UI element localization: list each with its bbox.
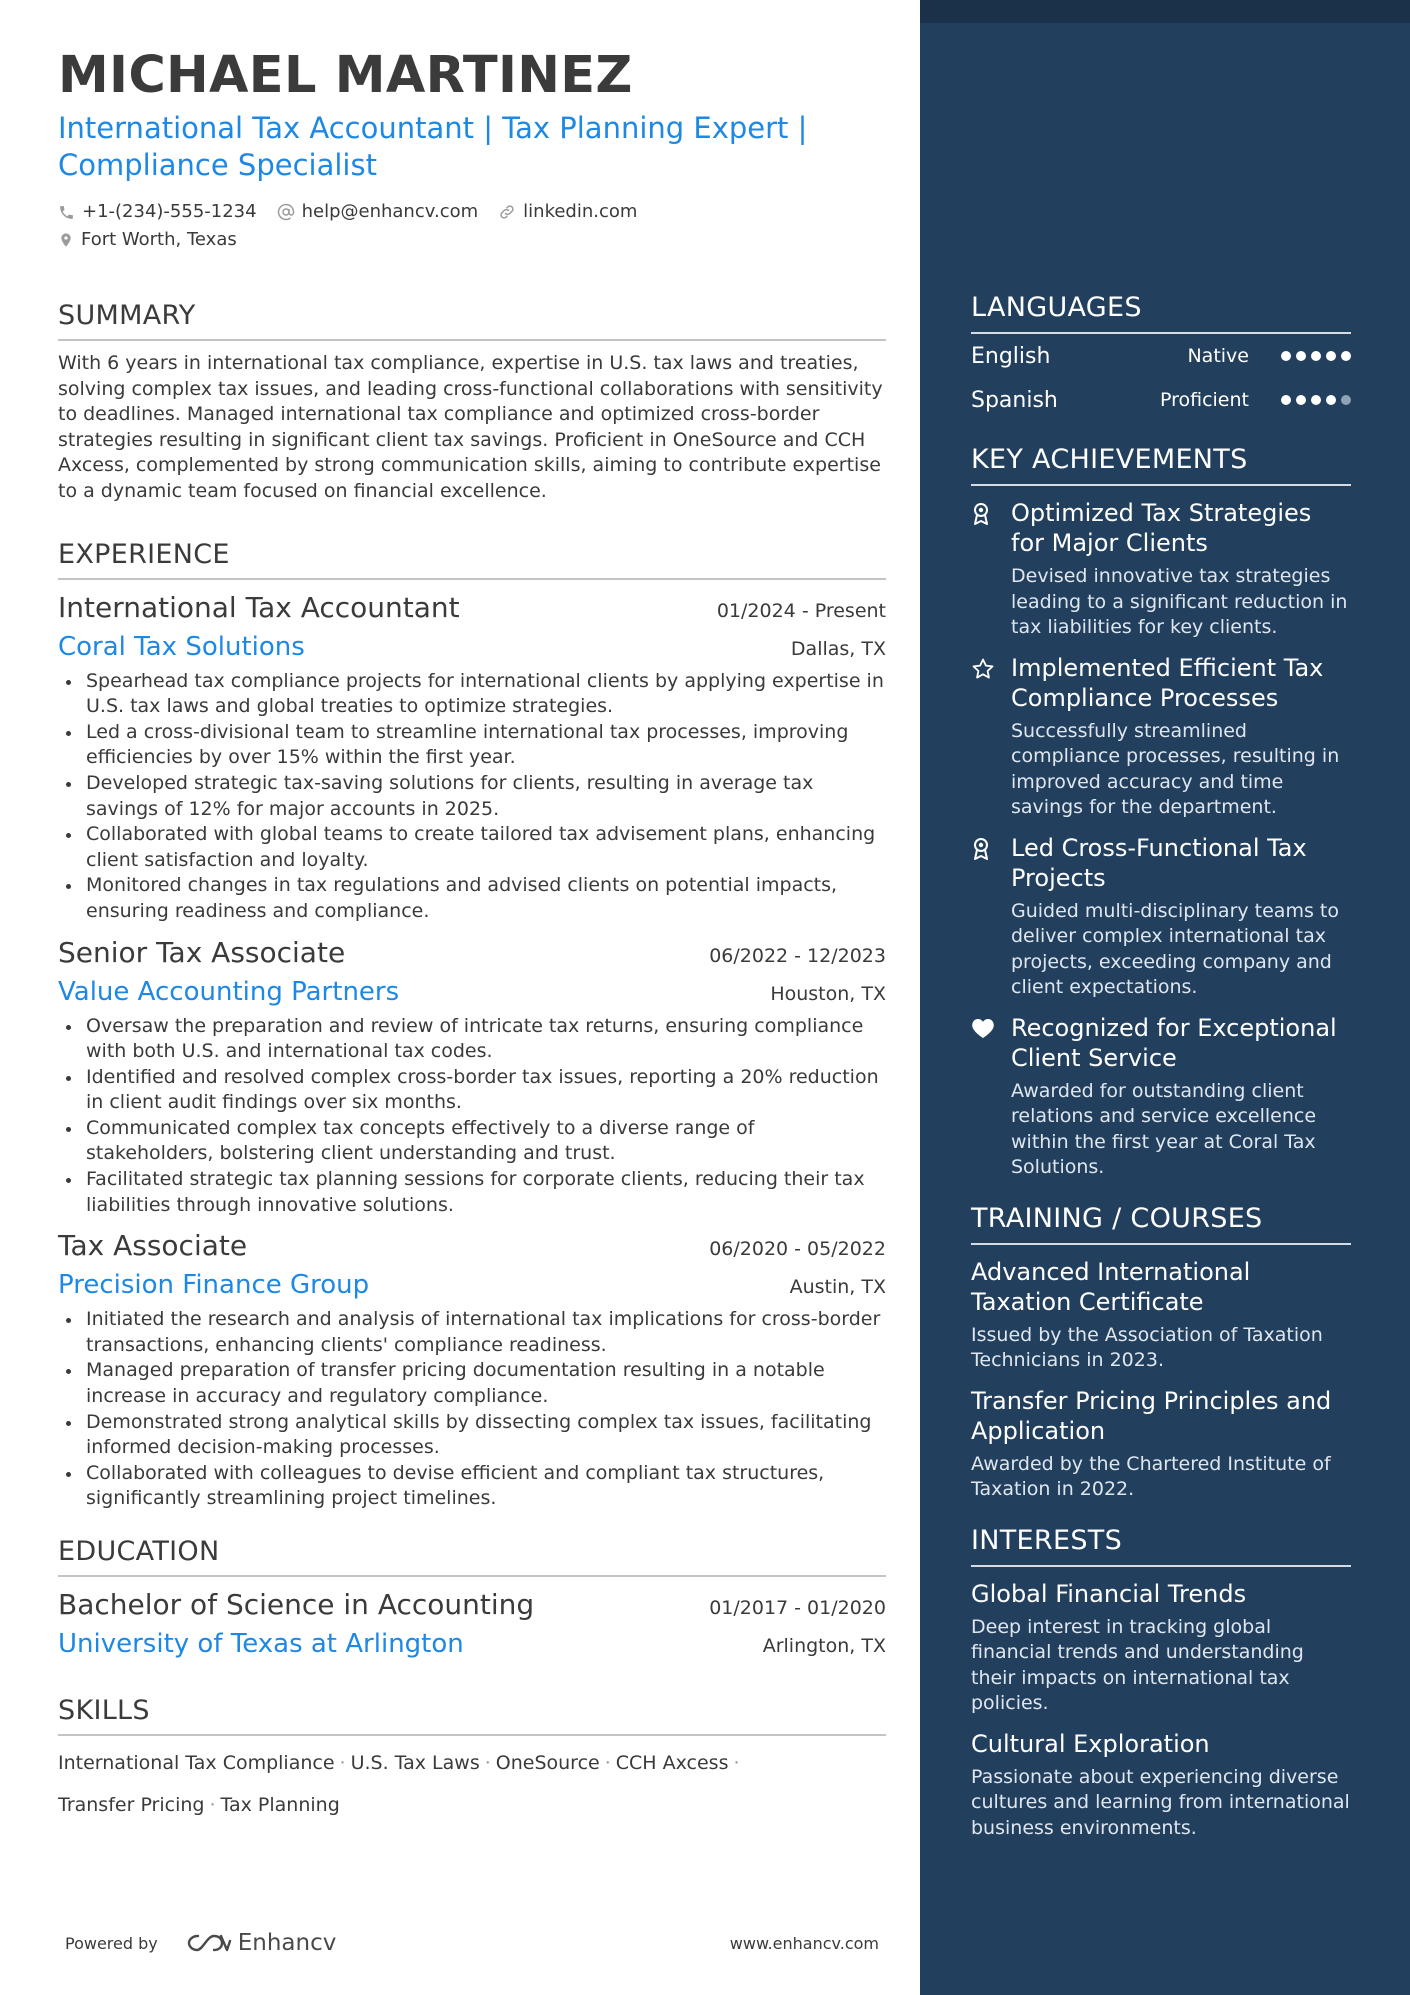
skill-item: International Tax Compliance xyxy=(58,1752,335,1774)
interest-title: Cultural Exploration xyxy=(971,1729,1210,1758)
school-location: Arlington, TX xyxy=(762,1635,886,1657)
sidebar-content xyxy=(971,292,1351,1841)
language-level: Native xyxy=(1187,345,1249,367)
company-name: Precision Finance Group xyxy=(58,1270,370,1301)
achievement-title: Optimized Tax Strategies for Major Clients xyxy=(1011,499,1312,557)
phone-text: +1-(234)-555-1234 xyxy=(82,201,257,222)
summary-heading: SUMMARY xyxy=(58,300,886,341)
skills-section xyxy=(58,1695,886,1826)
achievements-section xyxy=(971,444,1351,1181)
interest-desc: Deep interest in tracking global financial trends and understanding their impacts on international tax policies. xyxy=(971,1615,1304,1714)
brand-name: Enhancv xyxy=(237,1930,337,1956)
email-contact[interactable] xyxy=(277,198,479,226)
job-title: International Tax Accountant xyxy=(58,590,460,624)
job-location: Dallas, TX xyxy=(790,637,886,660)
bullet-item: Spearhead tax compliance projects for international clients by applying expertise in U.S. tax laws and global treaties to optimize strategies. xyxy=(58,669,886,720)
language-item xyxy=(971,334,1351,378)
rating-dot-filled xyxy=(1281,351,1291,361)
rating-dot-filled xyxy=(1311,351,1321,361)
interests-heading: INTERESTS xyxy=(971,1525,1351,1567)
bullet-item: Initiated the research and analysis of international tax implications for cross-border transactions, enhancing clients' compliance readiness. xyxy=(58,1307,886,1358)
job-entry xyxy=(58,1226,886,1512)
job-title: Senior Tax Associate xyxy=(58,935,346,969)
job-bullets xyxy=(58,1307,886,1512)
skills-heading: SKILLS xyxy=(58,1695,886,1736)
achievement-desc: Guided multi-disciplinary teams to deliver complex international tax projects, exceeding company and client expectations. xyxy=(1011,899,1339,998)
skills-list: International Tax Compliance · U.S. Tax Laws · OneSource · CCH Axcess · Transfer Pricing · Tax Planning xyxy=(58,1752,740,1816)
achievement-item xyxy=(971,833,1351,1001)
language-name: English xyxy=(971,343,1051,369)
skill-item: Transfer Pricing xyxy=(58,1794,205,1816)
job-title: Tax Associate xyxy=(58,1229,248,1263)
location-contact xyxy=(58,226,237,254)
experience-heading: EXPERIENCE xyxy=(58,539,886,580)
rating-dot-filled xyxy=(1281,395,1291,405)
course-desc: Issued by the Association of Taxation Technicians in 2023. xyxy=(971,1323,1323,1371)
language-name: Spanish xyxy=(971,387,1058,413)
bullet-item: Developed strategic tax-saving solutions for clients, resulting in average tax savings of 12% for major accounts in 2025. xyxy=(58,771,886,822)
experience-section xyxy=(58,539,886,1512)
rating-dot-filled xyxy=(1326,395,1336,405)
linkedin-contact[interactable] xyxy=(498,198,637,226)
summary-text: With 6 years in international tax compliance, expertise in U.S. tax laws and treaties, solving complex tax issues, and leading cross-functional collaborations with sensitivity to deadlines. Managed international tax compliance and optimized cross-border strategies resulting in significant client tax savings. Proficient in OneSource and CCH Axcess, complemented by strong communication skills, aiming to contribute expertise to a dynamic team focused on financial excellence. xyxy=(58,352,883,502)
rating-dot-filled xyxy=(1296,351,1306,361)
rating-dot-filled xyxy=(1311,395,1321,405)
candidate-name: MICHAEL MARTINEZ xyxy=(58,46,633,105)
bullet-item: Managed preparation of transfer pricing documentation resulting in a notable increase in accuracy and regulatory compliance. xyxy=(58,1358,886,1409)
job-dates: 01/2024 - Present xyxy=(716,599,886,622)
course-item xyxy=(971,1257,1351,1374)
summary-section xyxy=(58,300,886,505)
interests-section xyxy=(971,1525,1351,1842)
achievement-title: Led Cross-Functional Tax Projects xyxy=(1011,833,1307,892)
bullet-item: Collaborated with global teams to create tailored tax advisement plans, enhancing client satisfaction and loyalty. xyxy=(58,822,886,873)
linkedin-text: linkedin.com xyxy=(523,201,638,222)
enhancv-logo[interactable] xyxy=(186,1930,337,1956)
bullet-item: Facilitated strategic tax planning sessions for corporate clients, reducing their tax liabilities through innovative solutions. xyxy=(58,1167,886,1218)
company-name: Value Accounting Partners xyxy=(58,976,400,1007)
job-dates: 06/2022 - 12/2023 xyxy=(709,944,886,967)
language-level: Proficient xyxy=(1159,389,1249,411)
bullet-item: Collaborated with colleagues to devise efficient and compliant tax structures, significantly streamlining project timelines. xyxy=(58,1461,886,1512)
link-icon xyxy=(498,203,516,221)
interest-item xyxy=(971,1579,1351,1717)
interest-title: Global Financial Trends xyxy=(971,1579,1247,1608)
languages-section xyxy=(971,292,1351,422)
contact-info xyxy=(58,198,886,254)
bullet-item: Monitored changes in tax regulations and advised clients on potential impacts, ensuring readiness and compliance. xyxy=(58,873,886,924)
phone-contact[interactable] xyxy=(58,198,257,226)
award-icon xyxy=(971,837,991,861)
powered-by xyxy=(65,1930,336,1956)
education-dates: 01/2017 - 01/2020 xyxy=(709,1597,886,1619)
footer xyxy=(65,1930,879,1956)
skill-item: Tax Planning xyxy=(220,1794,340,1816)
degree-name: Bachelor of Science in Accounting xyxy=(58,1588,535,1621)
training-section xyxy=(971,1203,1351,1503)
job-location: Austin, TX xyxy=(789,1276,886,1299)
language-rating xyxy=(1281,351,1351,361)
skill-item: U.S. Tax Laws xyxy=(350,1752,480,1774)
achievements-heading: KEY ACHIEVEMENTS xyxy=(971,444,1351,486)
at-sign-icon xyxy=(277,203,295,221)
location-text: Fort Worth, Texas xyxy=(81,229,237,250)
map-pin-icon xyxy=(58,231,74,249)
bullet-item: Communicated complex tax concepts effectively to a diverse range of stakeholders, bolstering client understanding and trust. xyxy=(58,1116,886,1167)
heart-icon xyxy=(971,1017,995,1039)
rating-dot-filled xyxy=(1296,395,1306,405)
job-location: Houston, TX xyxy=(770,982,886,1005)
main-column xyxy=(58,44,886,1826)
school-name: University of Texas at Arlington xyxy=(58,1629,464,1659)
language-rating xyxy=(1281,395,1351,405)
achievement-desc: Successfully streamlined compliance processes, resulting in improved accuracy and time savings for the department. xyxy=(1011,719,1340,818)
course-desc: Awarded by the Chartered Institute of Taxation in 2022. xyxy=(971,1452,1331,1500)
bullet-item: Led a cross-divisional team to streamline international tax processes, improving efficiencies by over 15% within the first year. xyxy=(58,720,886,771)
skill-item: CCH Axcess xyxy=(615,1752,729,1774)
languages-heading: LANGUAGES xyxy=(971,292,1351,334)
headline: International Tax Accountant | Tax Planning Expert | Compliance Specialist xyxy=(58,111,808,182)
education-section xyxy=(58,1536,886,1663)
interest-item xyxy=(971,1729,1351,1842)
job-dates: 06/2020 - 05/2022 xyxy=(709,1238,886,1261)
language-item xyxy=(971,378,1351,422)
interest-desc: Passionate about experiencing diverse cultures and learning from international business environments. xyxy=(971,1765,1350,1839)
star-icon xyxy=(971,657,995,681)
company-name: Coral Tax Solutions xyxy=(58,631,305,662)
website-link[interactable]: www.enhancv.com xyxy=(729,1933,879,1953)
job-entry xyxy=(58,933,886,1219)
rating-dot-filled xyxy=(1326,351,1336,361)
course-item xyxy=(971,1386,1351,1503)
achievement-item xyxy=(971,1013,1351,1181)
rating-dot-filled xyxy=(1341,351,1351,361)
email-text: help@enhancv.com xyxy=(301,201,479,222)
achievement-desc: Devised innovative tax strategies leading to a significant reduction in tax liabilities for key clients. xyxy=(1011,565,1348,638)
rating-dot-empty xyxy=(1341,395,1351,405)
powered-by-label: Powered by xyxy=(65,1933,158,1953)
award-icon xyxy=(971,502,991,526)
bullet-item: Identified and resolved complex cross-border tax issues, reporting a 20% reduction in client audit findings over six months. xyxy=(58,1065,886,1116)
job-bullets xyxy=(58,669,886,925)
education-entry xyxy=(58,1585,886,1663)
achievement-desc: Awarded for outstanding client relations and service excellence within the first year at Coral Tax Solutions. xyxy=(1011,1079,1317,1178)
job-bullets xyxy=(58,1014,886,1219)
job-entry xyxy=(58,588,886,925)
achievement-title: Implemented Efficient Tax Compliance Processes xyxy=(1011,653,1324,712)
achievement-item xyxy=(971,653,1351,821)
enhancv-logo-icon xyxy=(186,1932,232,1954)
achievement-item xyxy=(971,498,1351,641)
education-heading: EDUCATION xyxy=(58,1536,886,1577)
sidebar-top-strip xyxy=(920,0,1410,23)
course-title: Transfer Pricing Principles and Application xyxy=(971,1386,1332,1445)
course-title: Advanced International Taxation Certificate xyxy=(971,1257,1251,1316)
phone-icon xyxy=(58,204,75,221)
bullet-item: Demonstrated strong analytical skills by dissecting complex tax issues, facilitating informed decision-making processes. xyxy=(58,1410,886,1461)
bullet-item: Oversaw the preparation and review of intricate tax returns, ensuring compliance with both U.S. and international tax codes. xyxy=(58,1014,886,1065)
skill-item: OneSource xyxy=(495,1752,600,1774)
achievement-title: Recognized for Exceptional Client Service xyxy=(1011,1013,1337,1072)
training-heading: TRAINING / COURSES xyxy=(971,1203,1351,1245)
